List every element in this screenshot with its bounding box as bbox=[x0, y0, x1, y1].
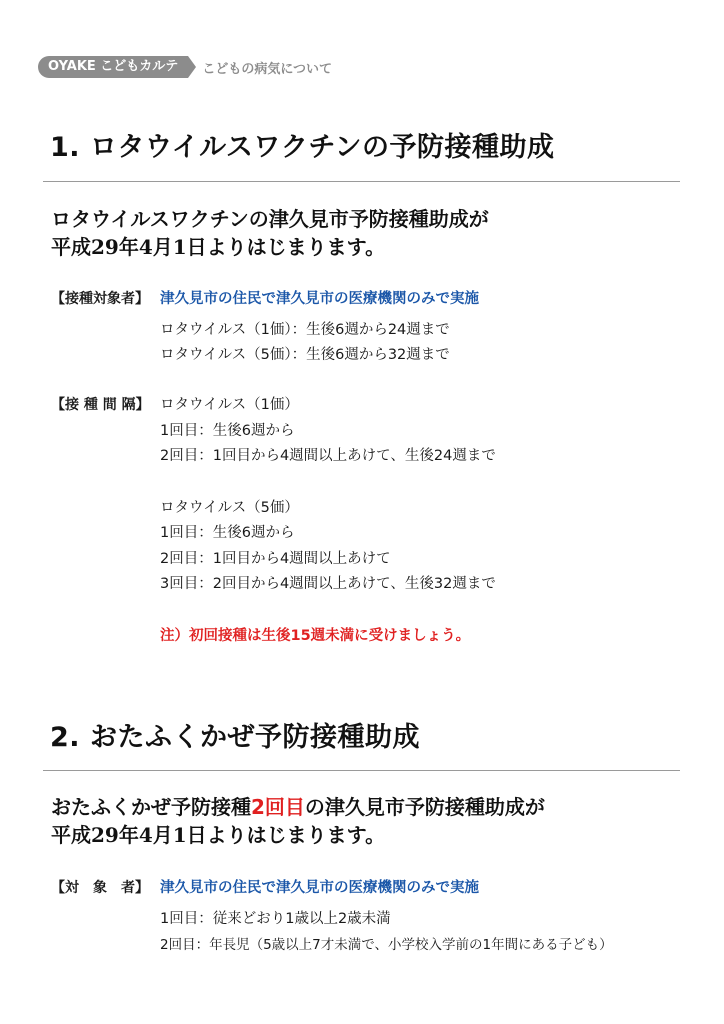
header-subtitle: こどもの病気について bbox=[202, 61, 333, 77]
section2-target-detail-2: 2回目：年長児（5歳以上7才未満で、小学校入学前の1年間にある子ども） bbox=[160, 937, 613, 953]
section1-lead bbox=[51, 205, 489, 261]
section1-target-label: 【接種対象者】 bbox=[51, 291, 149, 307]
section1-lead-line1: ロタウイルスワクチンの津久見市予防接種助成が bbox=[51, 207, 489, 231]
section2-target-detail-1: 1回目：従来どおり1歳以上2歳未満 bbox=[160, 911, 391, 927]
section2-lead bbox=[51, 793, 545, 849]
section2-lead-line1 bbox=[51, 793, 545, 821]
interval-block1-line-2: 1回目：生後6週から bbox=[160, 423, 295, 439]
brand-tag: OYAKE こどもカルテ bbox=[38, 56, 188, 78]
interval-block2-line-3: 2回目：1回目から4週間以上あけて bbox=[160, 551, 391, 567]
interval-block1-line-3: 2回目：1回目から4週間以上あけて、生後24週まで bbox=[160, 448, 496, 464]
section2-divider bbox=[43, 770, 680, 771]
interval-block2-line-4: 3回目：2回目から4週間以上あけて、生後32週まで bbox=[160, 576, 496, 592]
section2-lead-line2: 平成29年4月1日よりはじまります。 bbox=[51, 823, 386, 847]
section1-title: 1. ロタウイルスワクチンの予防接種助成 bbox=[50, 132, 555, 163]
interval-block2-line-2: 1回目：生後6週から bbox=[160, 525, 295, 541]
interval-block2-line-1: ロタウイルス（5価） bbox=[160, 500, 299, 516]
section2-lead-highlight: 2回目 bbox=[251, 795, 305, 819]
section2-lead-post: の津久見市予防接種助成が bbox=[304, 795, 545, 819]
page-header bbox=[38, 56, 332, 78]
section2-lead-pre: おたふくかぜ予防接種 bbox=[51, 795, 251, 819]
section1-lead-line2: 平成29年4月1日よりはじまります。 bbox=[51, 235, 386, 259]
section1-target-text: 津久見市の住民で津久見市の医療機関のみで実施 bbox=[160, 291, 479, 307]
section2-target-label: 【対 象 者】 bbox=[51, 880, 149, 896]
section1-target-detail-2: ロタウイルス（5価）：生後6週から32週まで bbox=[160, 347, 450, 363]
interval-block1-line-1: ロタウイルス（1価） bbox=[160, 397, 299, 413]
section2-target-text: 津久見市の住民で津久見市の医療機関のみで実施 bbox=[160, 880, 479, 896]
section1-divider bbox=[43, 181, 680, 182]
section2-title: 2. おたふくかぜ予防接種助成 bbox=[50, 722, 420, 753]
section1-target-detail-1: ロタウイルス（1価）：生後6週から24週まで bbox=[160, 322, 450, 338]
section1-interval-label: 【接 種 間 隔】 bbox=[51, 397, 150, 413]
section1-note: 注）初回接種は生後15週未満に受けましょう。 bbox=[160, 628, 471, 644]
